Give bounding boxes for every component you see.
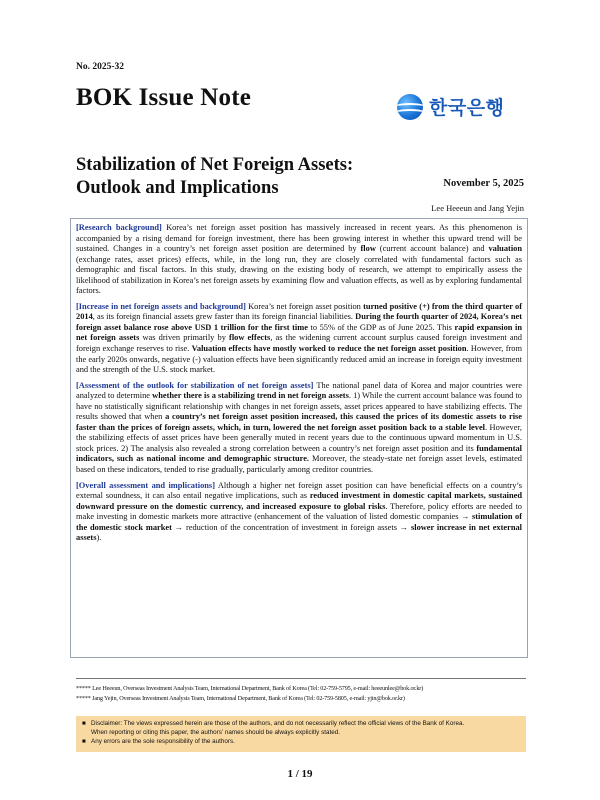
footnote: ***** Lee Heeeun, Overseas Investment Analysis Team, International Department, Bank of Korea (Tel: 02-759-5795, e-mail: heeeunlee@bok.or.kr) — [76, 685, 424, 692]
bullet-icon: ■ — [82, 738, 86, 745]
series-title: BOK Issue Note — [76, 84, 252, 111]
disclaimer-text: When reporting or citing this paper, the authors’ names should be always explicitly stated. — [91, 729, 340, 736]
summary-paragraph-assessment: [Assessment of the outlook for stabilization of net foreign assets] The national panel data of Korea and major countries were analyzed to determine whether there is a stabilizing trend in net foreign assets. 1) While the current account balance was found to have no statistically significant relationship with changes in net foreign assets, asset prices appeared to have stabilizing effects. The results showed that when a country’s net foreign asset position increased, this caused the prices of its domestic assets to rise faster than the prices of foreign assets, which, in turn, lowered the net foreign asset position back to a stable level. However, the stabilizing effects of asset prices have been generally muted in recent years due to the continuous upward momentum in U.S. stock prices. 2) The analysis also revealed a strong correlation between a country’s net foreign asset position and its fundamental indicators, such as national income and demographic structure. Moreover, the steady-state net foreign asset levels, estimated based on these indicators, tended to rise gradually, particularly among creditor countries. — [76, 380, 523, 475]
paper-title: Stabilization of Net Foreign Assets: Outlook and Implications — [76, 155, 354, 198]
bullet-icon: ■ — [82, 720, 86, 727]
authors: Lee Heeeun and Jang Yejin — [431, 203, 524, 213]
publication-date: November 5, 2025 — [443, 178, 524, 189]
footnote: ***** Jang Yejin, Overseas Investment Analysis Team, International Department, Bank of Korea (Tel: 02-759-5805, e-mail: yjin@bok.or.kr) — [76, 694, 405, 702]
summary-box — [70, 218, 528, 658]
section-heading: [Assessment of the outlook for stabilization of net foreign assets] — [76, 380, 314, 390]
bank-logo — [397, 93, 504, 120]
section-heading: [Research background] — [76, 223, 162, 232]
issue-number: No. 2025-32 — [76, 62, 125, 72]
section-heading: [Overall assessment and implications] — [76, 480, 215, 490]
disclaimer-text: Any errors are the sole responsibility of the authors. — [91, 738, 235, 745]
logo-text: 한국은행 — [429, 97, 505, 119]
disclaimer-box — [76, 716, 526, 752]
summary-paragraph-increase: [Increase in net foreign assets and background] Korea’s net foreign asset position turned positive (+) from the third quarter of 2014, as its foreign financial assets grew faster than its foreign financial liabilities. During the fourth quarter of 2024, Korea’s net foreign asset balance rose above USD 1 trillion for the first time to 55% of the GDP as of June 2025. This rapid expansion in net foreign assets was driven primarily by flow effects, as the widening current account surplus caused foreign investment and foreign exchange reserves to rise. Valuation effects have mostly worked to reduce the net foreign asset position. However, from the early 2020s onwards, negative (-) valuation effects have been significantly reduced amid an increase in foreign equity investment and the strength of the U.S. stock market. — [76, 301, 523, 375]
page-number: 1 / 19 — [287, 768, 313, 780]
disclaimer-text: Disclaimer: The views expressed herein are those of the authors, and do not necessarily reflect the official views of the Bank of Korea. — [91, 720, 465, 727]
bank-emblem-icon — [397, 94, 423, 120]
summary-paragraph-research-background: [Research background] Korea’s net foreign asset position has massively increased in recent years. As this phenomenon is accompanied by a rising demand for foreign investment, there has been growing interest in whether this upward trend will be sustained. Changes in a country’s net foreign asset position are determined by flow (current account balance) and valuation (exchange rates, asset prices) effects, while, in the long run, they are closely correlated with fundamental factors such as demographic and fiscal factors. In this study, drawing on the existing body of research, we attempt to empirically assess the likelihood of stabilization in Korea’s net foreign assets by examining flow and valuation effects, as well as by exploring fundamental factors. — [76, 223, 522, 296]
author-footnotes — [76, 678, 526, 703]
summary-paragraph-implications: [Overall assessment and implications] Although a higher net foreign asset position can have beneficial effects on a country’s external soundness, it can also entail negative implications, such as reduced investment in domestic capital markets, sustained downward pressure on the domestic currency, and increased exposure to global risks. Therefore, policy efforts are needed to make investing in domestic markets more attractive (enhancement of the valuation of listed domestic companies → stimulation of the domestic stock market → reduction of the concentration of investment in foreign assets → slower increase in net external assets). — [76, 480, 523, 543]
section-heading: [Increase in net foreign assets and background] — [76, 301, 246, 311]
